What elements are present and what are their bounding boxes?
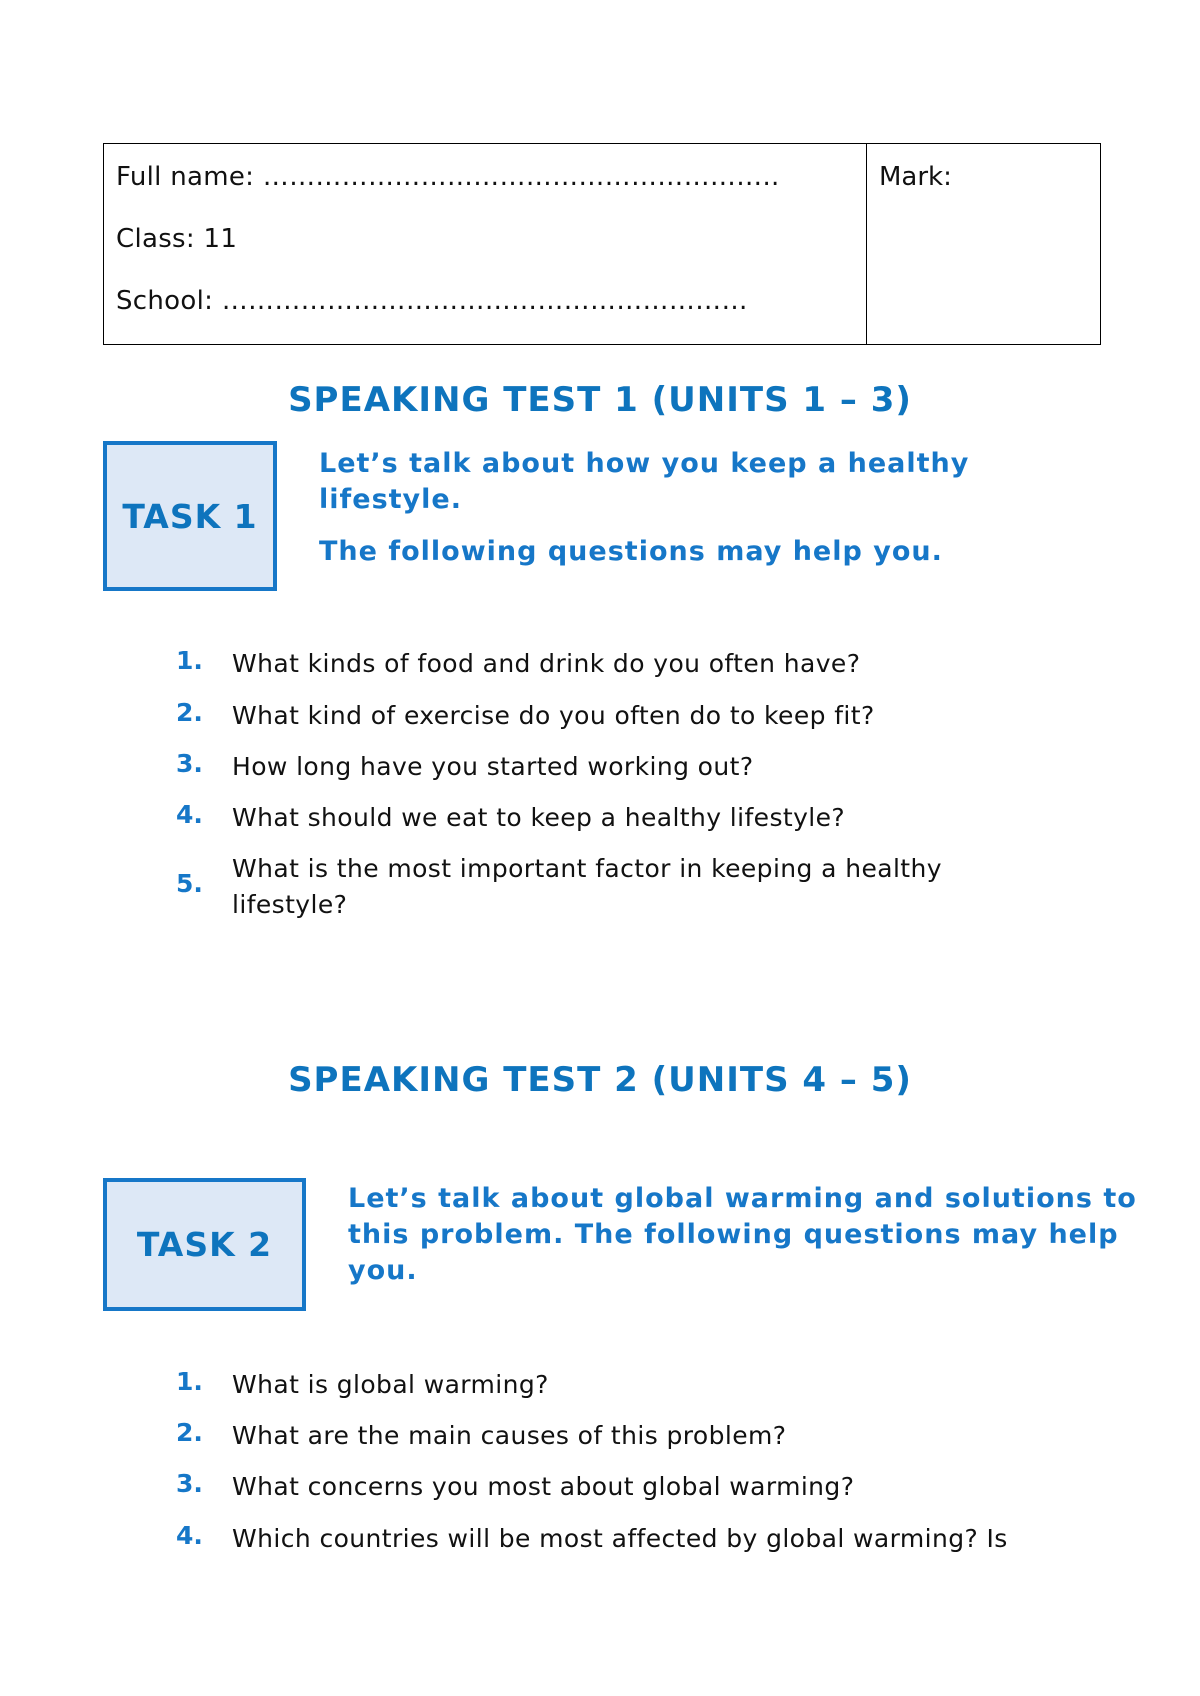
task2-prompt	[348, 1181, 1138, 1289]
question-number: 1.	[176, 1367, 203, 1396]
question-text: What kinds of food and drink do you often have?	[232, 649, 861, 678]
task1-label: TASK 1	[122, 496, 258, 536]
test1-title: SPEAKING TEST 1 (UNITS 1 – 3)	[288, 380, 912, 420]
class-field: Class: 11	[116, 224, 238, 254]
question-number: 2.	[176, 698, 203, 727]
task1-box	[103, 441, 277, 591]
task1-prompt-line-2: The following questions may help you.	[319, 536, 943, 567]
question-text: What kind of exercise do you often do to keep fit?	[232, 701, 875, 730]
question-text: What concerns you most about global warming?	[232, 1472, 855, 1501]
test2-title: SPEAKING TEST 2 (UNITS 4 – 5)	[288, 1060, 912, 1100]
question-text: Which countries will be most affected by global warming? Is	[232, 1524, 1008, 1553]
question-text: How long have you started working out?	[232, 752, 754, 781]
task2-label: TASK 2	[136, 1225, 273, 1264]
question-number: 2.	[176, 1418, 203, 1447]
school-field[interactable]: School: ……………………………………………………	[116, 286, 748, 316]
question-text: What is global warming?	[232, 1370, 549, 1399]
task1-prompt	[319, 446, 1019, 570]
question-number: 3.	[176, 1469, 203, 1498]
question-number: 5.	[176, 869, 203, 898]
question-number: 4.	[176, 800, 203, 829]
task2-box	[103, 1178, 306, 1311]
question-text: What is the most important factor in keeping a healthy lifestyle?	[232, 854, 942, 919]
task2-prompt-text: Let’s talk about global warming and solutions to this problem. The following questions may help you.	[348, 1183, 1137, 1286]
full-name-field[interactable]: Full name: …………………………………………………..	[116, 162, 780, 192]
question-number: 3.	[176, 749, 203, 778]
mark-label: Mark:	[879, 162, 952, 192]
question-number: 4.	[176, 1521, 203, 1550]
question-text: What are the main causes of this problem?	[232, 1421, 787, 1450]
question-number: 1.	[176, 646, 203, 675]
task1-prompt-line-1: Let’s talk about how you keep a healthy lifestyle.	[319, 448, 970, 515]
question-text: What should we eat to keep a healthy lifestyle?	[232, 803, 846, 832]
